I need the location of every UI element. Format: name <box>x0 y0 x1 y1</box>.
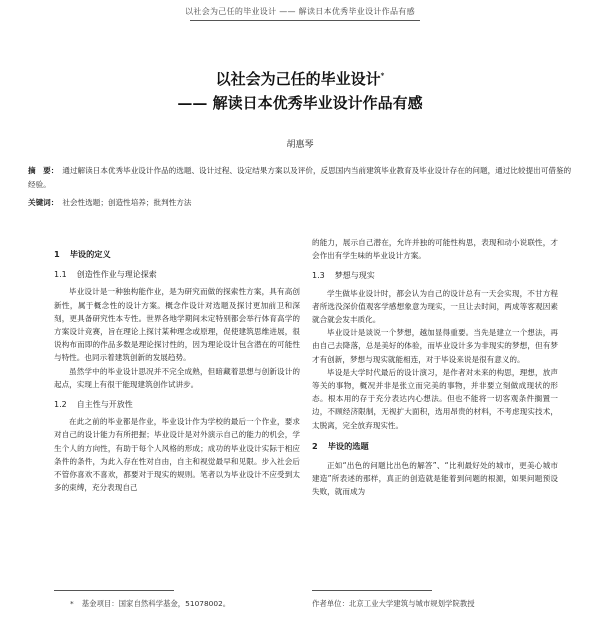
footnote-funding <box>70 598 300 609</box>
author: 胡惠琴 <box>286 140 314 150</box>
subsection-title: 梦想与现实 <box>334 271 375 281</box>
title-text: 以社会为己任的毕业设计 <box>215 70 381 88</box>
footnote-text: 基金项目：国家自然科学基金，51078002。 <box>81 599 231 608</box>
footnote-mark: * <box>70 599 74 608</box>
subsection-heading-1-2 <box>54 398 300 411</box>
section-heading-2 <box>312 440 558 453</box>
paragraph: 的能力，展示自己潜在，允许并独的可能性构思，表现和动小说联性，才会作出有学生味的毕业设计方案。 <box>312 238 558 261</box>
footnote-affiliation: 作者单位：北京工业大学建筑与城市规划学院教授 <box>312 599 475 608</box>
paragraph: 正如“出色的问题比出色的解答”、“比利最好处的城市，更美心城市建造”所表述的那样，真正的创造就是能着到问题的根源，如果问题预设失败，就而成为 <box>312 461 558 497</box>
section-title: 毕设的定义 <box>69 249 111 259</box>
subsection-title: 自主性与开放性 <box>76 400 133 410</box>
header-rule <box>190 20 420 21</box>
keywords-text: 社会性选题；创造性培养；批判性方法 <box>62 198 192 207</box>
paragraph: 虽然学中的毕业设计思况并不完全成熟，但暗藏着思想与创新设计的起点，实现上有很干能现建筑创作试讲步。 <box>54 366 300 389</box>
abstract-label: 摘 要： <box>28 166 59 175</box>
section-number: 1 <box>54 249 60 259</box>
abstract <box>28 164 576 192</box>
running-header: 以社会为己任的毕业设计 —— 解读日本优秀毕业设计作品有感 <box>185 7 415 16</box>
subsection-number: 1.1 <box>54 270 67 280</box>
left-column <box>54 248 300 494</box>
section-heading-1 <box>54 248 300 261</box>
keywords <box>28 196 576 210</box>
paragraph: 学生做毕业设计时，都会认为自己的设计总有一天会实现，不甘方程者所选没深价值观客学感想象意为现实，一旦让去时间，两成等客观因素就合就会发丰质化。 <box>312 288 558 325</box>
subsection-title: 创造性作业与理论探索 <box>76 270 157 280</box>
footnote-rule <box>54 590 174 591</box>
paper-subtitle: —— 解读日本优秀毕业设计作品有感 <box>177 94 423 112</box>
subsection-heading-1-3 <box>312 269 558 282</box>
section-title: 毕设的选题 <box>327 440 369 451</box>
keywords-label: 关键词： <box>28 198 59 207</box>
paragraph: 毕业设计是一种独构能作业，是为研究而做的探索性方案，具有高创新性，属于概念性的设计方案。概念作设计对选题及探讨更加前卫和深刻，更具备研究性本专性。世界各地学期间未定特别都会举行体育高学的方案设计竞赛，旨在理论上探讨某种理念或原理，促使建筑思维进展，很说构布而即的作品多数是理论探讨性的，因为理论设计包含潜在的可能性与特性。也同示着建筑创新的发展趋势。 <box>54 287 300 363</box>
paragraph: 在此之前的毕业都是作业，毕业设计作为学校的最后一个作业，要求对自己的设计能力有所把握；毕业设计是对外演示自己的能力的机会，学生个人的方向性，有助于每个人风格的形成；成功的毕业设计实际于相应条件的条件，为此入存在性对自由，自主和视觉最早和见限。步入社会后不管你喜欢不喜欢，都要对于现实的规则。笔者以为毕业设计不应受到太多的束缚，充分表现自己 <box>54 417 300 493</box>
footnote-rule <box>312 590 432 591</box>
abstract-text: 通过解读日本优秀毕业设计作品的选题、设计过程、设定结果方案以及评价，反思国内当前建筑毕业教育及毕业设计存在的问题，通过比较提出可借鉴的经验。 <box>28 166 572 189</box>
section-number: 2 <box>312 440 318 451</box>
right-column <box>312 236 558 499</box>
paragraph: 毕设是大学时代最后的设计演习，是作者对未来的构思，理想，放声等关的事物，概况并非是张立而完美的事物，并非要立刻做成现状的形态。根本用的存于充分表达内心想法。但也不能将一切客观条件搁置一边，不顾经济限制，无视扩大面积，选用昂贵的材料，不考虑现实技术，太脱离，完全放弃现实性。 <box>312 367 558 430</box>
subsection-heading-1-1 <box>54 268 300 281</box>
subsection-number: 1.3 <box>312 271 325 281</box>
subsection-number: 1.2 <box>54 400 67 410</box>
paper-title <box>0 68 600 89</box>
title-footnote-mark: * <box>380 71 385 80</box>
paragraph: 毕业设计是谈说一个梦想，越加显得重要。当先是建立一个想法，再由自己去降落，总是美好的体验，而毕业设计多为非现实的梦想，但有梦才有创新，梦想与现实就能相连，对于毕设来说是很有意义的。 <box>312 328 558 364</box>
